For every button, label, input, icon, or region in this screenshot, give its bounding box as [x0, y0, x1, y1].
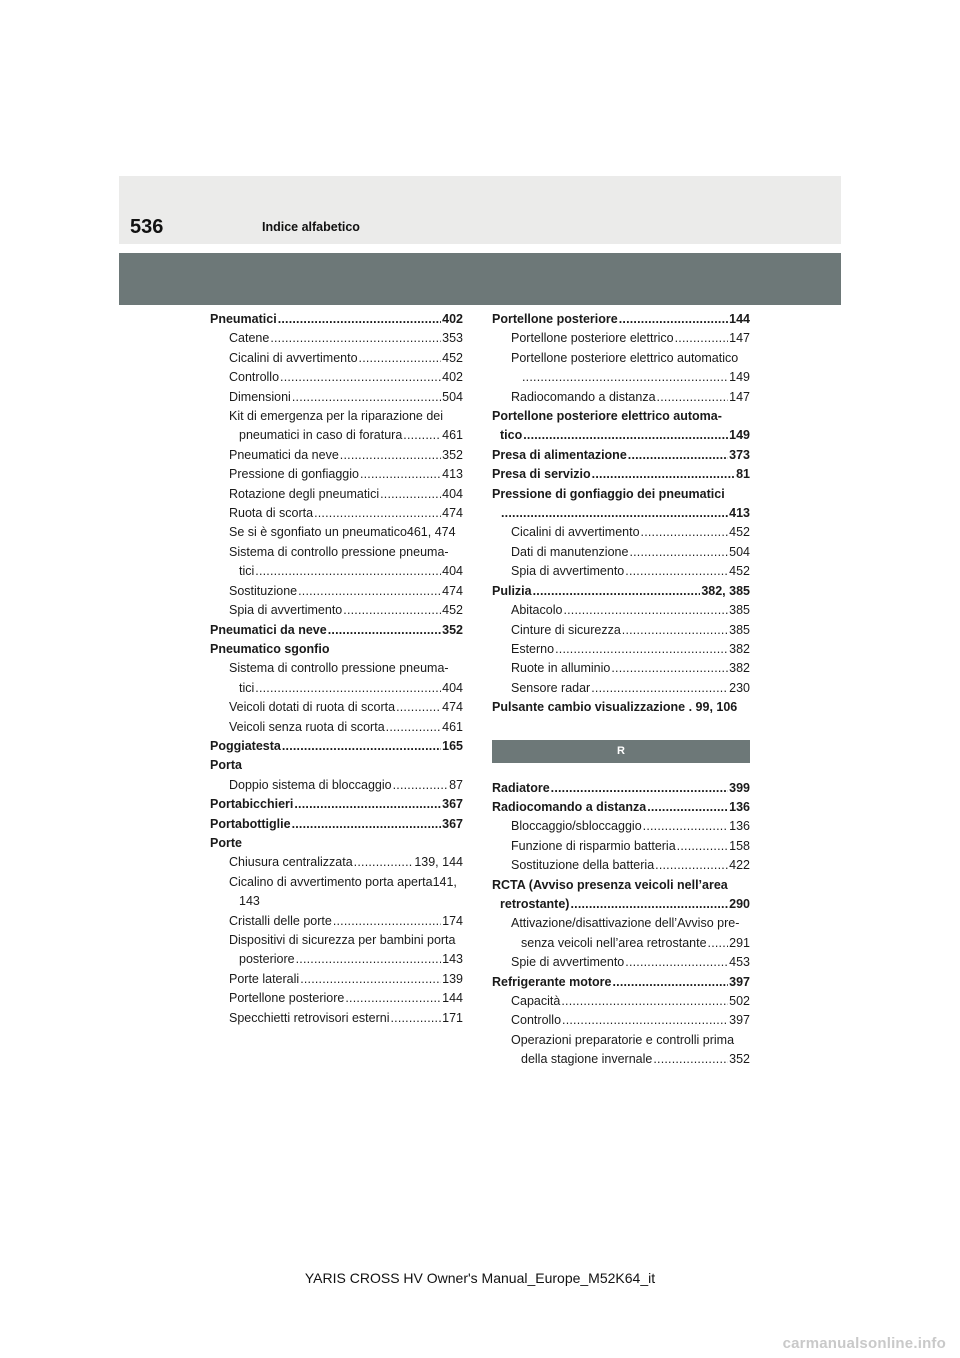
index-term: Porte	[210, 835, 242, 850]
page-reference[interactable]: 136	[729, 819, 750, 834]
index-term: Operazioni preparatorie e controlli prima	[511, 1032, 735, 1047]
index-group-r	[492, 779, 750, 1070]
index-entry	[492, 817, 750, 836]
index-entry-line	[210, 892, 463, 911]
dot-leader	[619, 310, 728, 329]
dot-leader	[562, 1011, 728, 1030]
page-reference[interactable]: 502	[729, 994, 750, 1008]
page-reference[interactable]: 165	[442, 738, 463, 753]
dot-leader	[563, 601, 728, 620]
index-entry	[210, 582, 463, 601]
page-reference[interactable]: 385	[729, 622, 750, 637]
dot-leader	[300, 970, 441, 989]
index-entry	[210, 737, 463, 756]
dot-leader	[270, 329, 441, 348]
index-entry-line	[210, 543, 463, 562]
dot-leader	[282, 737, 441, 756]
page-reference[interactable]: 397	[729, 974, 750, 989]
index-entry	[492, 895, 750, 914]
index-term: Cicalini di avvertimento	[511, 525, 640, 540]
index-term: Sensore radar	[511, 680, 591, 695]
page-reference[interactable]: 352	[442, 447, 463, 462]
index-entry	[492, 779, 750, 798]
index-term: Pneumatici	[210, 312, 277, 326]
page-reference[interactable]: 422	[729, 858, 750, 873]
index-entry	[492, 640, 750, 659]
index-entry-line	[210, 640, 463, 659]
index-entry	[492, 465, 750, 484]
index-entry	[492, 1011, 750, 1030]
page-reference[interactable]: 352	[729, 1052, 750, 1067]
dot-leader	[359, 349, 442, 368]
page-reference[interactable]: 171	[442, 1010, 463, 1025]
index-entry-line	[210, 523, 463, 542]
index-term: Pulsante cambio visualizzazione . 99, 106	[492, 700, 738, 715]
page-reference[interactable]: 399	[729, 780, 750, 795]
index-term: Pulizia	[492, 583, 532, 598]
page-reference[interactable]: 474	[442, 506, 463, 521]
dot-leader	[386, 718, 442, 737]
index-entry-line	[210, 834, 463, 853]
index-entry	[492, 659, 750, 678]
index-entry	[210, 815, 463, 834]
page-reference[interactable]: 149	[729, 428, 750, 443]
page-reference[interactable]: 504	[442, 389, 463, 404]
index-column-right	[492, 310, 750, 1070]
index-entry	[210, 698, 463, 717]
dot-leader	[328, 621, 441, 640]
index-entry	[492, 310, 750, 329]
index-term: Dati di manutenzione	[511, 544, 629, 559]
index-term: Portabicchieri	[210, 797, 294, 812]
index-entry	[492, 504, 750, 523]
index-entry	[492, 388, 750, 407]
index-entry-line	[492, 698, 750, 717]
index-term: Specchietti retrovisori esterni	[229, 1010, 390, 1025]
index-term: Doppio sistema di bloccaggio	[229, 777, 392, 792]
index-term: Radiatore	[492, 780, 550, 795]
index-entry	[210, 795, 463, 814]
page-reference[interactable]: 452	[729, 564, 750, 579]
index-term: Refrigerante motore	[492, 974, 612, 989]
index-term: Porte laterali	[229, 971, 300, 986]
index-term: 143	[239, 894, 260, 909]
index-entry	[492, 856, 750, 875]
index-column-left	[210, 310, 463, 1028]
index-term: Sostituzione	[229, 583, 298, 598]
index-entry	[492, 1050, 750, 1069]
page-reference[interactable]: 452	[729, 525, 750, 540]
dot-leader	[278, 310, 441, 329]
index-term: Sistema di controllo pressione pneuma-	[229, 544, 449, 559]
dot-leader	[292, 388, 441, 407]
page-reference[interactable]: 144	[442, 991, 463, 1006]
index-entry	[210, 504, 463, 523]
page-reference[interactable]: 404	[442, 680, 463, 695]
page-reference[interactable]: 382, 385	[701, 583, 750, 598]
page-reference[interactable]: 504	[729, 544, 750, 559]
index-entry	[210, 718, 463, 737]
page-reference[interactable]: 291	[729, 935, 750, 950]
page-reference[interactable]: 404	[442, 564, 463, 579]
dot-leader	[393, 776, 449, 795]
dot-leader	[354, 853, 414, 872]
index-entry	[492, 798, 750, 817]
page-reference[interactable]: 158	[729, 838, 750, 853]
dot-leader	[403, 426, 441, 445]
index-entry	[492, 953, 750, 972]
index-entry	[210, 776, 463, 795]
index-term: Pressione di gonfiaggio dei pneumatici	[492, 486, 725, 501]
index-entry	[492, 523, 750, 542]
index-entry	[492, 601, 750, 620]
dot-leader	[551, 779, 728, 798]
page-reference[interactable]: 402	[442, 370, 463, 385]
dot-leader	[501, 504, 728, 523]
page-reference[interactable]: 461	[442, 719, 463, 734]
index-group-p	[492, 310, 750, 718]
index-term: Dimensioni	[229, 389, 291, 404]
index-entry-line	[492, 876, 750, 895]
index-entry	[210, 1009, 463, 1028]
index-term: Pneumatico sgonfio	[210, 641, 330, 656]
index-term: Controllo	[229, 370, 280, 385]
dot-leader	[643, 817, 729, 836]
page-reference[interactable]: 144	[729, 312, 750, 326]
dot-leader	[522, 368, 728, 387]
index-term: retrostante)	[500, 896, 570, 911]
dot-leader	[296, 950, 442, 969]
dot-leader	[625, 562, 728, 581]
index-entry	[492, 934, 750, 953]
page-reference[interactable]: 352	[442, 622, 463, 637]
dot-leader	[641, 523, 729, 542]
index-term: Capacità	[511, 994, 561, 1008]
index-entry	[210, 562, 463, 581]
dot-leader	[294, 795, 441, 814]
index-entry	[210, 989, 463, 1008]
dot-leader	[333, 912, 441, 931]
page-reference[interactable]: 353	[442, 331, 463, 346]
page-reference[interactable]: 230	[729, 680, 750, 695]
index-term: Pneumatici da neve	[210, 622, 327, 637]
page-reference[interactable]: 174	[442, 913, 463, 928]
index-term: Portabottiglie	[210, 816, 291, 831]
page-reference[interactable]: 397	[729, 1013, 750, 1028]
index-entry	[210, 310, 463, 329]
index-term: Porta	[210, 758, 242, 773]
index-term: Pneumatici da neve	[229, 447, 339, 462]
index-term: Cristalli delle porte	[229, 913, 332, 928]
index-entry-line	[210, 873, 463, 892]
section-title: Indice alfabetico	[262, 220, 360, 234]
index-term: Pressione di gonfiaggio	[229, 467, 359, 482]
page-reference[interactable]: 367	[442, 816, 463, 831]
index-term: tici	[239, 564, 255, 579]
dot-leader	[298, 582, 441, 601]
index-term: posteriore	[239, 952, 295, 967]
index-term: Chiusura centralizzata	[229, 855, 353, 870]
page-reference[interactable]: 452	[442, 603, 463, 618]
index-term: Controllo	[511, 1013, 562, 1028]
index-entry	[210, 426, 463, 445]
dot-leader	[612, 973, 728, 992]
page-reference[interactable]: 139, 144	[414, 855, 463, 870]
index-entry	[210, 465, 463, 484]
page-reference[interactable]: 147	[729, 389, 750, 404]
page-reference[interactable]: 413	[729, 506, 750, 521]
dot-leader	[280, 368, 441, 387]
index-entry-line	[210, 756, 463, 775]
page-reference[interactable]: 143	[442, 952, 463, 967]
index-entry	[210, 970, 463, 989]
index-term: Cinture di sicurezza	[511, 622, 621, 637]
page-reference[interactable]: 147	[729, 331, 750, 346]
index-term: Dispositivi di sicurezza per bambini porta	[229, 933, 456, 947]
index-entry	[492, 582, 750, 601]
dot-leader	[625, 953, 728, 972]
index-entry	[210, 950, 463, 969]
index-term: Ruote in alluminio	[511, 661, 611, 676]
index-entry-line	[492, 1031, 750, 1050]
dot-leader	[345, 989, 441, 1008]
index-term: Funzione di risparmio batteria	[511, 838, 676, 853]
index-entry	[210, 446, 463, 465]
index-entry	[492, 837, 750, 856]
index-term: Presa di servizio	[492, 467, 591, 482]
page-reference[interactable]: 461	[442, 428, 463, 443]
dot-leader	[255, 562, 441, 581]
index-term: Spie di avvertimento	[511, 955, 625, 970]
index-term: pneumatici in caso di foratura	[239, 428, 403, 443]
dot-leader	[591, 679, 728, 698]
index-term: Portellone posteriore	[229, 991, 345, 1006]
watermark: carmanualsonline.info	[782, 1335, 946, 1352]
index-term: Ruota di scorta	[229, 506, 314, 521]
dot-leader	[523, 426, 728, 445]
index-entry	[210, 349, 463, 368]
page-reference[interactable]: 382	[729, 641, 750, 656]
index-entry	[210, 912, 463, 931]
page-reference[interactable]: 373	[729, 447, 750, 462]
index-entry	[492, 329, 750, 348]
dot-leader	[622, 621, 728, 640]
index-entry	[492, 992, 750, 1011]
dot-leader	[677, 837, 728, 856]
page-reference[interactable]: 149	[729, 370, 750, 385]
index-term: Veicoli senza ruota di scorta	[229, 719, 385, 734]
index-entry	[210, 853, 463, 872]
page-reference[interactable]: 139	[442, 971, 463, 986]
dot-leader	[380, 485, 441, 504]
page-reference[interactable]: 136	[729, 799, 750, 814]
page-reference[interactable]: 382	[729, 661, 750, 676]
index-term: Spia di avvertimento	[229, 603, 343, 618]
dot-leader	[592, 465, 735, 484]
letter-heading-r: R	[492, 740, 750, 763]
index-entry-line	[492, 407, 750, 426]
index-term: tico	[500, 428, 523, 443]
page-reference[interactable]: 385	[729, 603, 750, 618]
index-term: Sistema di controllo pressione pneuma-	[229, 661, 449, 676]
index-term: Portellone posteriore elettrico	[511, 331, 674, 346]
dot-leader	[343, 601, 441, 620]
page-reference[interactable]: 474	[442, 700, 463, 715]
index-entry-line	[492, 485, 750, 504]
index-term: Portellone posteriore elettrico automatico	[511, 350, 739, 365]
index-term: Sostituzione della batteria	[511, 858, 655, 873]
dot-leader	[292, 815, 442, 834]
dot-leader	[390, 1009, 441, 1028]
index-entry	[210, 601, 463, 620]
dot-leader	[561, 992, 728, 1011]
index-entry-line	[210, 931, 463, 950]
index-term: senza veicoli nell’area retrostante	[521, 935, 707, 950]
dot-leader	[628, 446, 728, 465]
index-term: RCTA (Avviso presenza veicoli nell’area	[492, 877, 728, 892]
page-reference[interactable]: 290	[729, 896, 750, 911]
footer-manual-id: YARIS CROSS HV Owner's Manual_Europe_M52K64_it	[304, 1270, 656, 1286]
page-reference[interactable]: 81	[736, 467, 750, 482]
dot-leader	[647, 798, 728, 817]
page-reference[interactable]: 367	[442, 797, 463, 812]
index-term: Poggiatesta	[210, 738, 281, 753]
index-entry	[492, 621, 750, 640]
page-reference[interactable]: 474	[442, 583, 463, 598]
index-entry	[492, 543, 750, 562]
index-entry	[210, 485, 463, 504]
index-term: Presa di alimentazione	[492, 447, 627, 462]
index-entry	[210, 368, 463, 387]
index-term: Attivazione/disattivazione dell’Avviso pre-	[511, 916, 740, 931]
index-term: Radiocomando a distanza	[511, 389, 656, 404]
index-term: Catene	[229, 331, 270, 346]
index-term: Spia di avvertimento	[511, 564, 625, 579]
index-term: Veicoli dotati di ruota di scorta	[229, 700, 396, 715]
index-term: Portellone posteriore	[492, 312, 618, 326]
index-entry	[210, 329, 463, 348]
index-term: Radiocomando a distanza	[492, 799, 647, 814]
index-entry	[492, 426, 750, 445]
index-entry-line	[210, 659, 463, 678]
page-reference[interactable]: 452	[442, 350, 463, 365]
dot-leader	[570, 895, 728, 914]
dot-leader	[340, 446, 441, 465]
dot-leader	[555, 640, 728, 659]
page-reference[interactable]: 413	[442, 467, 463, 482]
dot-leader	[314, 504, 441, 523]
index-entry	[492, 973, 750, 992]
dot-leader	[255, 679, 441, 698]
index-entry	[210, 679, 463, 698]
dot-leader	[655, 856, 728, 875]
index-entry	[210, 621, 463, 640]
dot-leader	[360, 465, 441, 484]
index-term: Cicalini di avvertimento	[229, 350, 358, 365]
page-number: 536	[130, 216, 164, 238]
dot-leader	[396, 698, 441, 717]
index-entry	[492, 368, 750, 387]
dot-leader	[611, 659, 728, 678]
dot-leader	[629, 543, 728, 562]
index-term: Bloccaggio/sbloccaggio	[511, 819, 642, 834]
page-reference[interactable]: 453	[729, 955, 750, 970]
header-gray-bar	[119, 253, 841, 305]
dot-leader	[657, 388, 729, 407]
index-term: Se si è sgonfiato un pneumatico461, 474	[229, 525, 456, 540]
header-band	[119, 176, 841, 244]
index-entry-line	[492, 914, 750, 933]
index-term: tici	[239, 680, 255, 695]
index-term: Cicalino di avvertimento porta aperta141,	[229, 874, 457, 889]
index-term: Abitacolo	[511, 603, 563, 618]
index-entry-line	[210, 407, 463, 426]
dot-leader	[653, 1050, 728, 1069]
index-term: Portellone posteriore elettrico automa-	[492, 409, 722, 424]
page-reference[interactable]: 404	[442, 486, 463, 501]
page-reference[interactable]: 402	[442, 312, 463, 326]
dot-leader	[675, 329, 729, 348]
index-entry	[492, 562, 750, 581]
index-entry	[492, 446, 750, 465]
index-term: della stagione invernale	[521, 1052, 653, 1067]
page-reference[interactable]: 87	[449, 777, 463, 792]
index-term: Esterno	[511, 641, 555, 656]
index-term: Rotazione degli pneumatici	[229, 486, 380, 501]
dot-leader	[533, 582, 701, 601]
dot-leader	[708, 934, 729, 953]
index-entry	[492, 679, 750, 698]
index-entry	[210, 388, 463, 407]
index-entry-line	[492, 349, 750, 368]
index-term: Kit di emergenza per la riparazione dei	[229, 409, 444, 424]
